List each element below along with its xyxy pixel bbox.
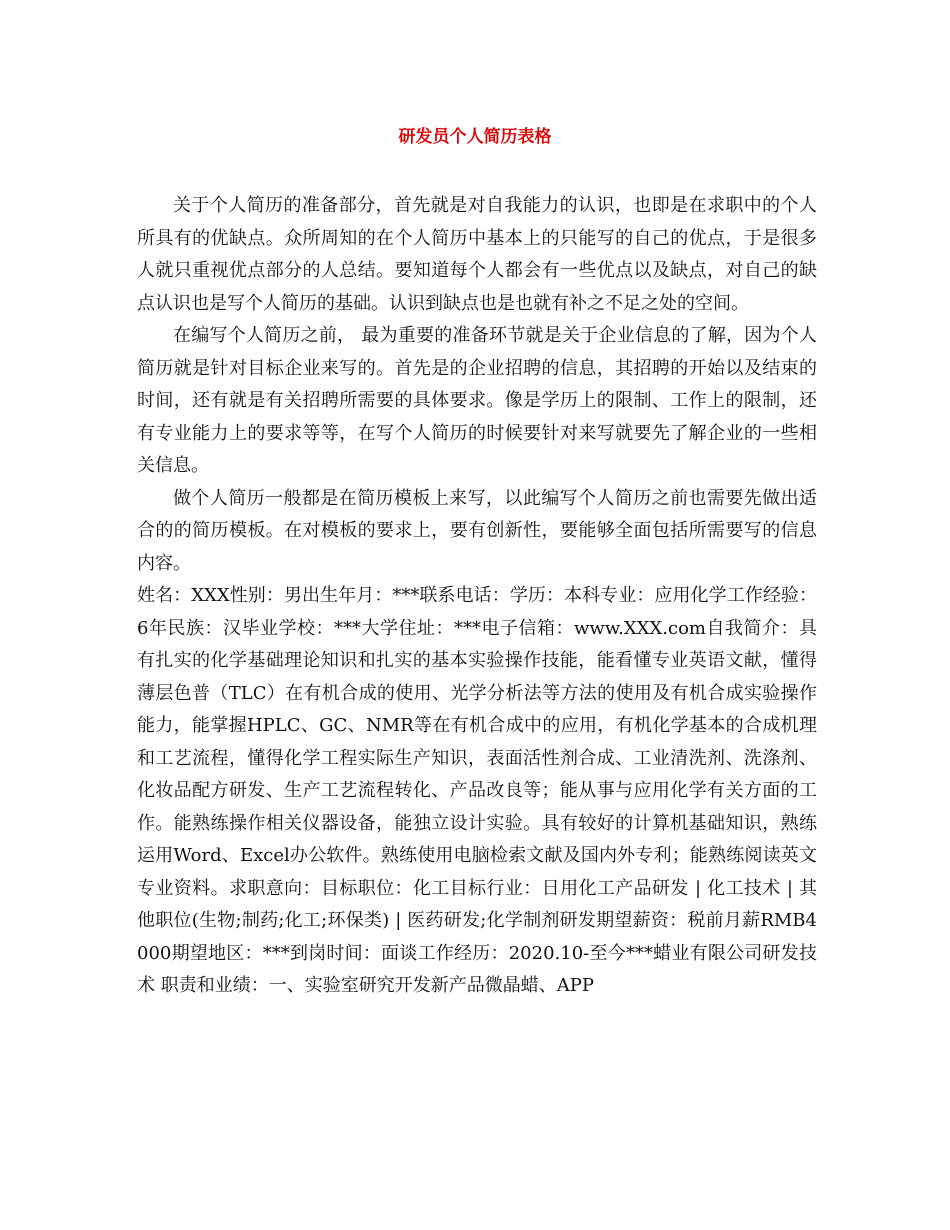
document-body xyxy=(137,190,817,1003)
paragraph-2: 在编写个人简历之前， 最为重要的准备环节就是关于企业信息的了解，因为个人简历就是针对目标企业来写的。首先是的企业招聘的信息，其招聘的开始以及结束的时间，还有就是有关招聘所需要的具体要求。像是学历上的限制、工作上的限制，还有专业能力上的要求等等，在写个人简历的时候要针对来写就要先了解企业的一些相关信息。 xyxy=(137,325,817,476)
paragraph-1: 关于个人简历的准备部分，首先就是对自我能力的认识，也即是在求职中的个人所具有的优缺点。众所周知的在个人简历中基本上的只能写的自己的优点，于是很多人就只重视优点部分的人总结。要知道每个人都会有一些优点以及缺点，对自己的缺点认识也是写个人简历的基础。认识到缺点也是也就有补之不足之处的空间。 xyxy=(137,195,817,314)
resume-details: 姓名：XXX性别：男出生年月：***联系电话：学历：本科专业：应用化学工作经验：6年民族：汉毕业学校：***大学住址：***电子信箱：www.XXX.com自我简介：具有扎实的化学基础理论知识和扎实的基本实验操作技能，能看懂专业英语文献，懂得薄层色普（TLC）在有机合成的使用、光学分析法等方法的使用及有机合成实验操作能力，能掌握HPLC、GC、NMR等在有机合成中的应用，有机化学基本的合成机理和工艺流程，懂得化学工程实际生产知识，表面活性剂合成、工业清洗剂、洗涤剂、化妆品配方研发、生产工艺流程转化、产品改良等；能从事与应用化学有关方面的工作。能熟练操作相关仪器设备，能独立设计实验。具有较好的计算机基础知识，熟练运用Word、Excel办公软件。熟练使用电脑检索文献及国内外专利；能熟练阅读英文专业资料。求职意向：目标职位：化工目标行业：日用化工产品研发 | 化工技术 | 其他职位(生物;制药;化工;环保类) | 医药研发;化学制剂研发期望薪资：税前月薪RMB4000期望地区：***到岗时间：面谈工作经历：2020.10-至今***蜡业有限公司研发技术 职责和业绩：一、实验室研究开发新产品微晶蜡、APP xyxy=(137,585,817,996)
paragraph-3: 做个人简历一般都是在简历模板上来写，以此编写个人简历之前也需要先做出适合的的简历模板。在对模板的要求上，要有创新性，要能够全面包括所需要写的信息内容。 xyxy=(137,487,817,574)
document-title: 研发员个人简历表格 xyxy=(398,127,552,147)
